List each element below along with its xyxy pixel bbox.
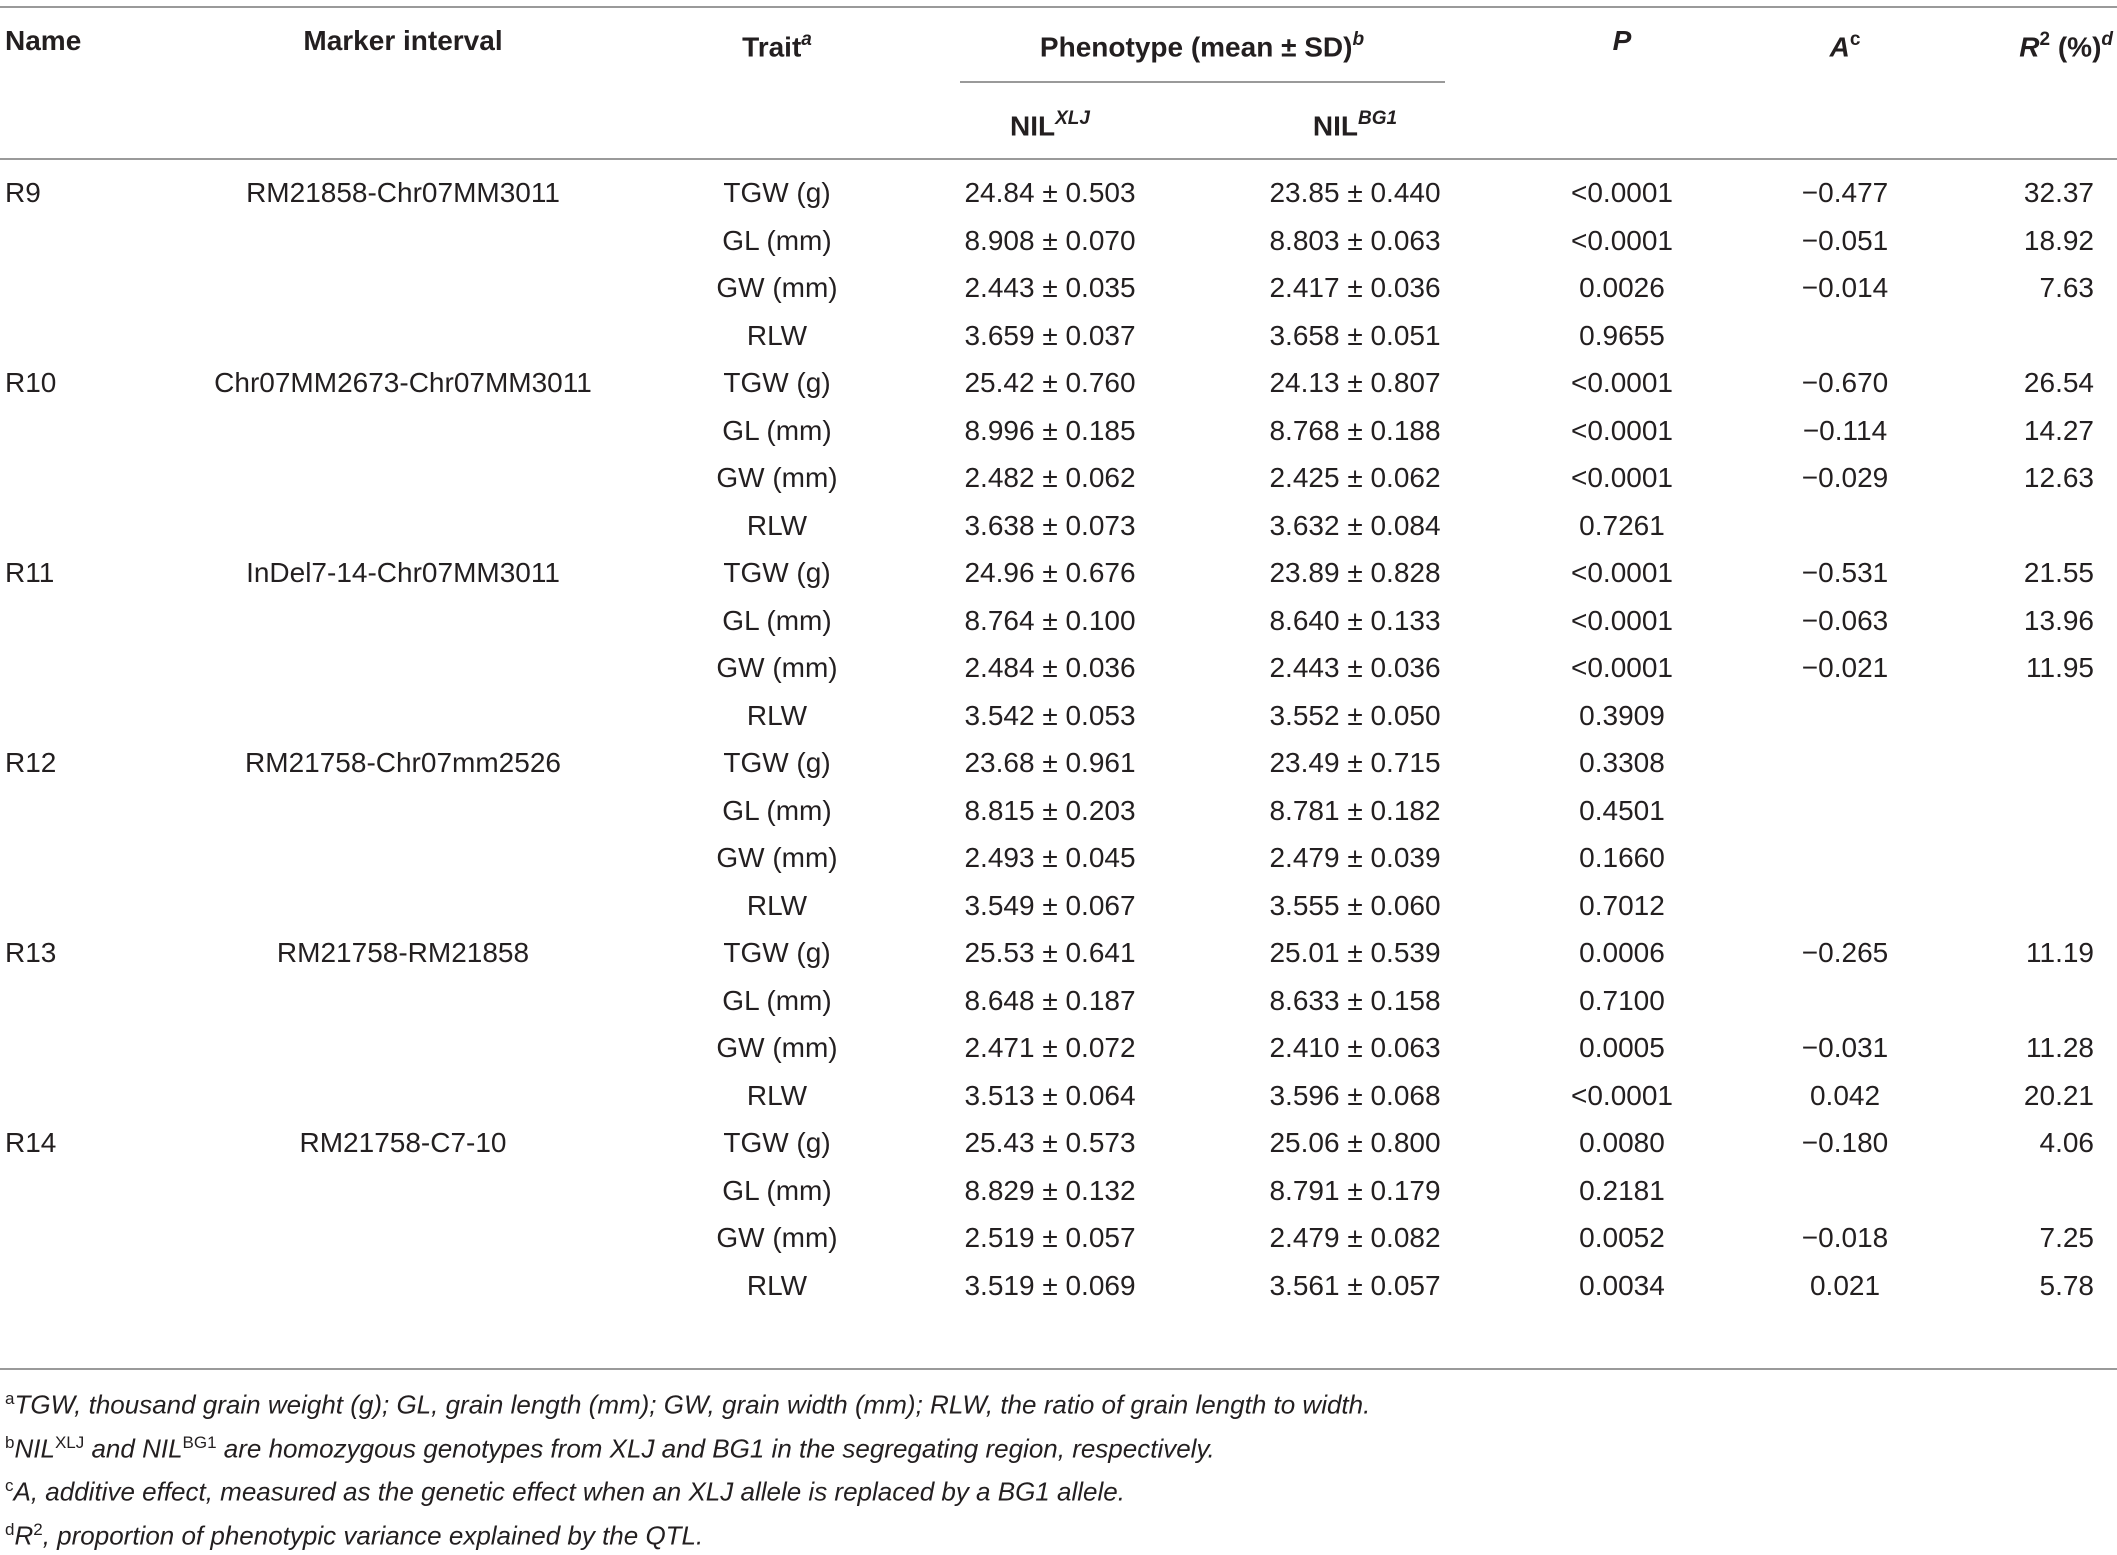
cell-marker-interval: RM21758-RM21858 xyxy=(276,937,530,968)
table-row xyxy=(0,746,2117,794)
cell-nil-xlj: 24.84 ± 0.503 xyxy=(964,177,1136,208)
cell-trait: GW (mm) xyxy=(716,462,838,493)
table-row xyxy=(0,1221,2117,1269)
cell-p-value: 0.3308 xyxy=(1579,747,1665,778)
cell-p-value: 0.0006 xyxy=(1579,937,1665,968)
cell-r-squared: 21.55 xyxy=(2023,557,2094,588)
header-bottom-rule xyxy=(0,158,2117,160)
footnote-a: $^a$TGW, thousand grain weight (g); GL, grain length (mm); GW, grain width (mm); RLW, the ratio of grain length to width. xyxy=(5,1389,1371,1420)
header-a-note: c xyxy=(1849,29,1861,50)
cell-name: R9 xyxy=(5,177,41,208)
cell-nil-xlj: 8.829 ± 0.132 xyxy=(964,1174,1136,1206)
cell-nil-bg1: 8.768 ± 0.188 xyxy=(1269,414,1441,446)
cell-nil-xlj: 3.638 ± 0.073 xyxy=(964,509,1136,541)
cell-marker-interval: RM21758-Chr07mm2526 xyxy=(245,747,561,778)
table-top-rule xyxy=(0,6,2117,8)
cell-p-value: 0.9655 xyxy=(1579,319,1665,351)
header-nil-bg1-sup: BG1 xyxy=(1358,108,1398,129)
cell-trait: GW (mm) xyxy=(716,1032,838,1063)
cell-p-value: 0.0034 xyxy=(1579,1269,1665,1301)
cell-nil-xlj: 3.519 ± 0.069 xyxy=(964,1269,1136,1301)
cell-p-value: 0.0026 xyxy=(1579,272,1665,303)
cell-nil-bg1: 3.555 ± 0.060 xyxy=(1269,889,1441,921)
cell-nil-bg1: 23.89 ± 0.828 xyxy=(1269,557,1441,588)
cell-r-squared: 14.27 xyxy=(2023,414,2094,446)
cell-nil-xlj: 24.96 ± 0.676 xyxy=(964,557,1136,588)
table-bottom-rule xyxy=(0,1368,2117,1370)
table-row xyxy=(0,651,2117,699)
cell-r-squared: 18.92 xyxy=(2023,224,2094,256)
cell-trait: GL (mm) xyxy=(722,604,832,636)
cell-nil-bg1: 2.443 ± 0.036 xyxy=(1269,652,1441,683)
cell-p-value: <0.0001 xyxy=(1571,557,1673,588)
table-row xyxy=(0,794,2117,842)
cell-additive-effect: −0.531 xyxy=(1801,557,1889,588)
header-trait: Trait$^a$ xyxy=(742,29,812,63)
header-r-squared: $R^2$ (%)$^d$ xyxy=(2019,29,2113,63)
cell-additive-effect: −0.180 xyxy=(1801,1127,1889,1158)
cell-nil-xlj: 3.659 ± 0.037 xyxy=(964,319,1136,351)
cell-nil-xlj: 2.482 ± 0.062 xyxy=(964,462,1136,493)
header-marker-interval: Marker interval xyxy=(303,25,503,56)
cell-trait: RLW xyxy=(746,1079,808,1111)
cell-additive-effect: −0.670 xyxy=(1801,367,1889,398)
cell-p-value: <0.0001 xyxy=(1571,604,1673,636)
cell-p-value: <0.0001 xyxy=(1571,177,1673,208)
cell-nil-bg1: 2.479 ± 0.039 xyxy=(1269,842,1441,873)
cell-p-value: <0.0001 xyxy=(1571,367,1673,398)
cell-additive-effect: −0.477 xyxy=(1801,177,1889,208)
cell-additive-effect: −0.063 xyxy=(1801,604,1889,636)
cell-nil-xlj: 25.53 ± 0.641 xyxy=(964,937,1136,968)
cell-p-value: <0.0001 xyxy=(1571,462,1673,493)
header-nil-xlj: $NIL^{XLJ}$ xyxy=(1010,108,1090,142)
cell-marker-interval: Chr07MM2673-Chr07MM3011 xyxy=(214,367,592,398)
cell-nil-bg1: 2.479 ± 0.082 xyxy=(1269,1222,1441,1253)
cell-nil-bg1: 8.781 ± 0.182 xyxy=(1269,794,1441,826)
cell-trait: TGW (g) xyxy=(723,747,831,778)
cell-nil-bg1: 3.658 ± 0.051 xyxy=(1269,319,1441,351)
table-row xyxy=(0,936,2117,984)
cell-name: R12 xyxy=(5,747,57,778)
cell-nil-bg1: 2.410 ± 0.063 xyxy=(1269,1032,1441,1063)
cell-p-value: 0.0080 xyxy=(1579,1127,1665,1158)
cell-trait: GW (mm) xyxy=(716,272,838,303)
cell-r-squared: 4.06 xyxy=(2039,1127,2094,1158)
cell-nil-xlj: 25.42 ± 0.760 xyxy=(964,367,1136,398)
cell-nil-bg1: 23.85 ± 0.440 xyxy=(1269,177,1441,208)
cell-p-value: 0.2181 xyxy=(1579,1174,1665,1206)
header-p-value: P xyxy=(1612,25,1632,56)
cell-trait: GW (mm) xyxy=(716,1222,838,1253)
header-phenotype: Phenotype (mean ± SD)$^b$ xyxy=(1039,29,1365,63)
cell-trait: TGW (g) xyxy=(723,1127,831,1158)
table-row xyxy=(0,889,2117,937)
table-row xyxy=(0,461,2117,509)
cell-name: R13 xyxy=(5,937,57,968)
cell-additive-effect: −0.265 xyxy=(1801,937,1889,968)
table-row xyxy=(0,366,2117,414)
cell-r-squared: 11.28 xyxy=(2026,1032,2094,1063)
cell-additive-effect: −0.021 xyxy=(1801,652,1889,683)
cell-nil-xlj: 23.68 ± 0.961 xyxy=(964,747,1136,778)
table-row xyxy=(0,841,2117,889)
cell-trait: RLW xyxy=(746,699,808,731)
cell-trait: GL (mm) xyxy=(722,984,832,1016)
cell-trait: GL (mm) xyxy=(722,224,832,256)
cell-r-squared: 32.37 xyxy=(2023,177,2094,208)
cell-nil-bg1: 8.640 ± 0.133 xyxy=(1269,604,1441,636)
cell-nil-xlj: 8.764 ± 0.100 xyxy=(964,604,1136,636)
cell-nil-bg1: 2.417 ± 0.036 xyxy=(1269,272,1441,303)
table-row xyxy=(0,224,2117,272)
cell-additive-effect: −0.051 xyxy=(1801,224,1889,256)
header-name: Name xyxy=(5,25,82,56)
cell-nil-bg1: 3.561 ± 0.057 xyxy=(1269,1269,1441,1301)
cell-trait: RLW xyxy=(746,509,808,541)
cell-nil-bg1: 8.791 ± 0.179 xyxy=(1269,1174,1441,1206)
header-nil-xlj-sup: XLJ xyxy=(1055,108,1090,129)
table-row xyxy=(0,1126,2117,1174)
cell-name: R11 xyxy=(5,557,55,588)
cell-nil-bg1: 25.01 ± 0.539 xyxy=(1269,937,1441,968)
cell-nil-bg1: 8.633 ± 0.158 xyxy=(1269,984,1441,1016)
cell-name: R14 xyxy=(5,1127,57,1158)
cell-additive-effect: 0.042 xyxy=(1809,1079,1881,1111)
cell-additive-effect: 0.021 xyxy=(1809,1269,1881,1301)
cell-additive-effect: −0.114 xyxy=(1802,414,1888,446)
footnote-d: $^dR^2$, proportion of phenotypic variance explained by the QTL. xyxy=(5,1519,704,1551)
cell-nil-xlj: 8.815 ± 0.203 xyxy=(964,794,1136,826)
cell-trait: GW (mm) xyxy=(716,652,838,683)
cell-nil-bg1: 3.632 ± 0.084 xyxy=(1269,509,1441,541)
cell-p-value: 0.4501 xyxy=(1579,794,1665,826)
header-phenotype-note: b xyxy=(1352,29,1365,50)
cell-r-squared: 26.54 xyxy=(2023,367,2094,398)
cell-r-squared: 12.63 xyxy=(2023,462,2094,493)
cell-marker-interval: RM21758-C7-10 xyxy=(299,1127,507,1158)
table-body xyxy=(0,176,2117,1316)
cell-additive-effect: −0.014 xyxy=(1801,272,1889,303)
table-row xyxy=(0,1174,2117,1222)
cell-nil-bg1: 2.425 ± 0.062 xyxy=(1269,462,1441,493)
cell-additive-effect: −0.031 xyxy=(1801,1032,1889,1063)
header-trait-note: a xyxy=(801,29,812,50)
cell-name: R10 xyxy=(5,367,57,398)
cell-p-value: <0.0001 xyxy=(1571,414,1673,446)
cell-r-squared: 11.19 xyxy=(2026,937,2094,968)
table-row xyxy=(0,1031,2117,1079)
cell-nil-xlj: 2.443 ± 0.035 xyxy=(964,272,1136,303)
table-row xyxy=(0,271,2117,319)
cell-trait: GL (mm) xyxy=(722,794,832,826)
header-additive-effect: $A^c$ xyxy=(1829,29,1861,63)
cell-trait: RLW xyxy=(746,319,808,351)
cell-nil-xlj: 2.493 ± 0.045 xyxy=(964,842,1136,873)
cell-r-squared: 13.96 xyxy=(2023,604,2094,636)
cell-r-squared: 20.21 xyxy=(2023,1079,2094,1111)
cell-p-value: 0.0052 xyxy=(1579,1222,1665,1253)
cell-trait: GL (mm) xyxy=(722,1174,832,1206)
cell-r-squared: 7.25 xyxy=(2039,1222,2094,1253)
table-row xyxy=(0,414,2117,462)
cell-trait: RLW xyxy=(746,1269,808,1301)
cell-r-squared: 5.78 xyxy=(2039,1269,2094,1301)
header-r2-exponent: 2 xyxy=(2039,29,2051,50)
cell-nil-bg1: 8.803 ± 0.063 xyxy=(1269,224,1441,256)
cell-p-value: 0.1660 xyxy=(1579,842,1665,873)
footnote-b: $^bNIL^{XLJ}$ and $NIL^{BG1}$ are homozygous genotypes from XLJ and BG1 in the segregating region, respectively. xyxy=(5,1432,1215,1464)
table-footnotes xyxy=(5,1380,1370,1555)
header-r2-note: d xyxy=(2101,29,2113,50)
cell-trait: TGW (g) xyxy=(723,367,831,398)
table-row xyxy=(0,319,2117,367)
footnote-c: $^c$A, additive effect, measured as the genetic effect when an XLJ allele is replaced by a BG1 allele. xyxy=(5,1476,1125,1507)
cell-nil-xlj: 8.996 ± 0.185 xyxy=(964,414,1136,446)
cell-nil-xlj: 8.908 ± 0.070 xyxy=(964,224,1136,256)
cell-p-value: 0.7100 xyxy=(1579,984,1665,1016)
cell-nil-bg1: 3.552 ± 0.050 xyxy=(1269,699,1441,731)
cell-additive-effect: −0.018 xyxy=(1801,1222,1889,1253)
cell-nil-xlj: 2.519 ± 0.057 xyxy=(964,1222,1136,1253)
cell-nil-xlj: 25.43 ± 0.573 xyxy=(964,1127,1136,1158)
table-row xyxy=(0,699,2117,747)
cell-nil-bg1: 25.06 ± 0.800 xyxy=(1269,1127,1441,1158)
cell-trait: TGW (g) xyxy=(723,937,831,968)
cell-trait: RLW xyxy=(746,889,808,921)
cell-nil-bg1: 3.596 ± 0.068 xyxy=(1269,1079,1441,1111)
header-nil-bg1: $NIL^{BG1}$ xyxy=(1312,108,1398,142)
cell-marker-interval: InDel7-14-Chr07MM3011 xyxy=(246,557,560,588)
cell-additive-effect: −0.029 xyxy=(1801,462,1889,493)
cell-trait: TGW (g) xyxy=(723,177,831,208)
table-row xyxy=(0,1079,2117,1127)
cell-nil-xlj: 3.513 ± 0.064 xyxy=(964,1079,1136,1111)
cell-nil-xlj: 2.471 ± 0.072 xyxy=(964,1032,1136,1063)
cell-nil-xlj: 3.542 ± 0.053 xyxy=(964,699,1136,731)
cell-p-value: <0.0001 xyxy=(1571,1079,1673,1111)
cell-r-squared: 7.63 xyxy=(2039,272,2094,303)
table-row xyxy=(0,604,2117,652)
cell-trait: GL (mm) xyxy=(722,414,832,446)
cell-nil-bg1: 23.49 ± 0.715 xyxy=(1269,747,1441,778)
cell-trait: TGW (g) xyxy=(723,557,831,588)
cell-p-value: 0.3909 xyxy=(1579,699,1665,731)
cell-nil-xlj: 2.484 ± 0.036 xyxy=(964,652,1136,683)
cell-nil-xlj: 8.648 ± 0.187 xyxy=(964,984,1136,1016)
cell-trait: GW (mm) xyxy=(716,842,838,873)
table-row xyxy=(0,984,2117,1032)
table-row xyxy=(0,509,2117,557)
cell-nil-xlj: 3.549 ± 0.067 xyxy=(964,889,1136,921)
cell-p-value: 0.7012 xyxy=(1579,889,1665,921)
cell-p-value: 0.0005 xyxy=(1579,1032,1665,1063)
cell-r-squared: 11.95 xyxy=(2026,652,2094,683)
table-row xyxy=(0,176,2117,224)
phenotype-span-rule xyxy=(960,81,1445,83)
cell-nil-bg1: 24.13 ± 0.807 xyxy=(1269,367,1441,398)
cell-p-value: <0.0001 xyxy=(1571,652,1673,683)
cell-p-value: <0.0001 xyxy=(1571,224,1673,256)
table-row xyxy=(0,556,2117,604)
table-row xyxy=(0,1269,2117,1317)
cell-p-value: 0.7261 xyxy=(1579,509,1665,541)
cell-marker-interval: RM21858-Chr07MM3011 xyxy=(246,177,560,208)
